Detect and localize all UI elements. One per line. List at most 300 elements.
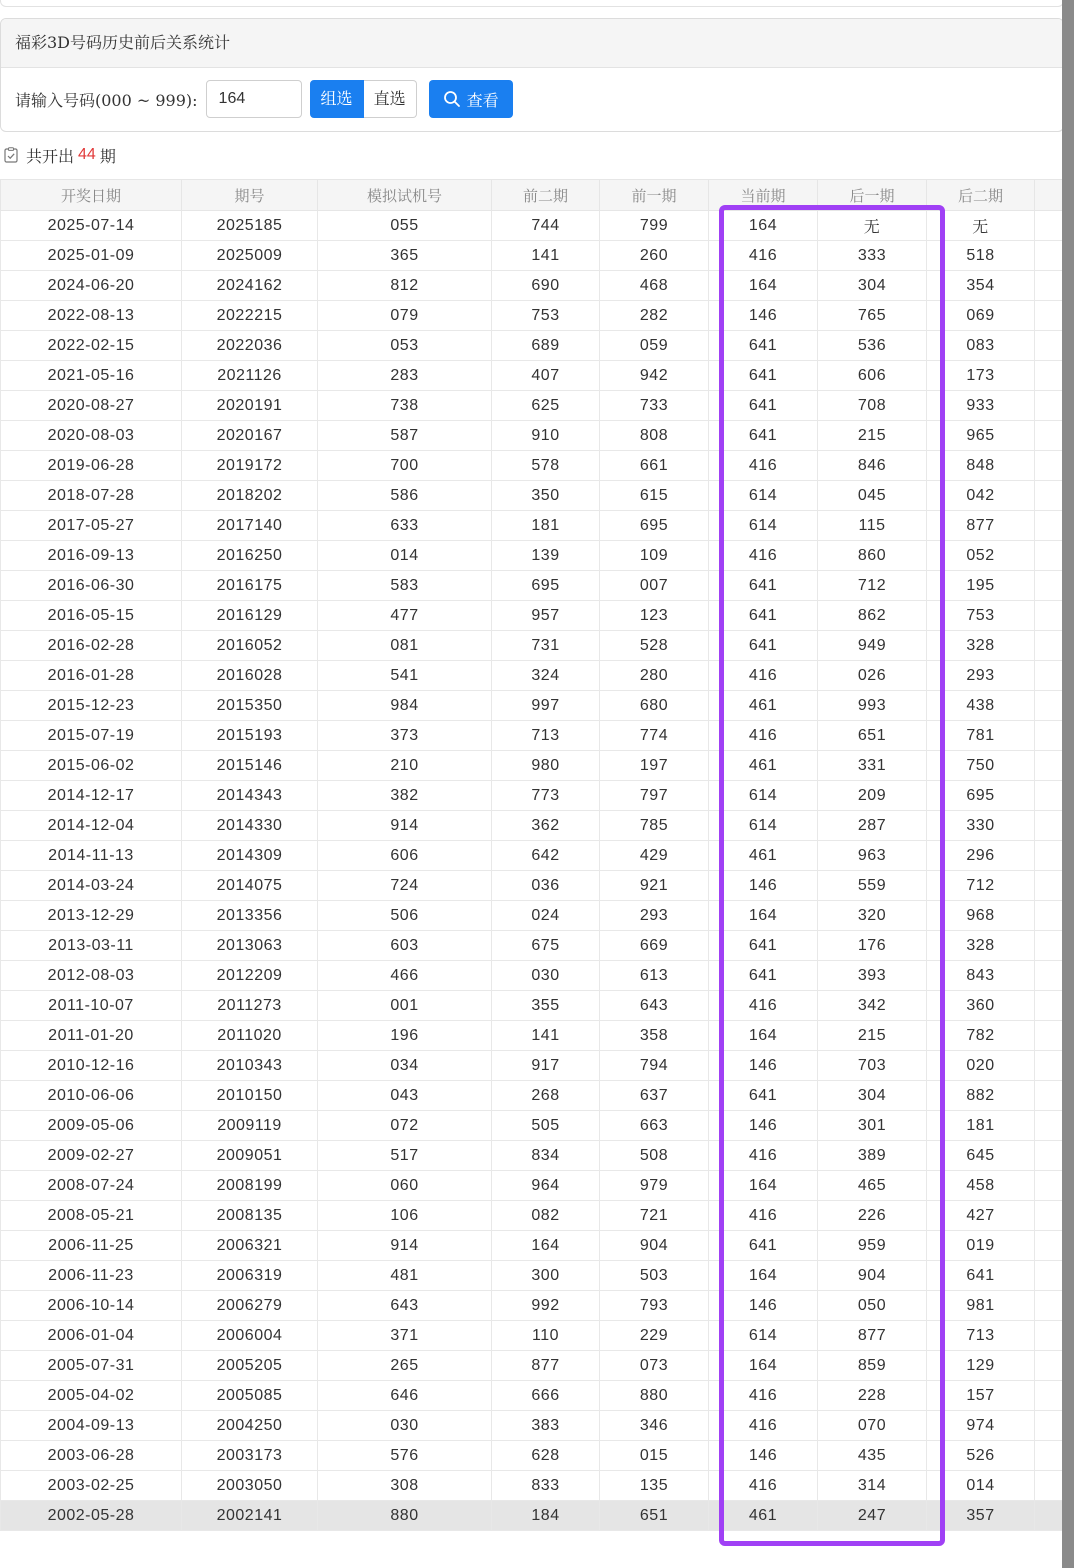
table-cell: 2015146 — [182, 751, 318, 781]
table-cell: 019 — [927, 1231, 1035, 1261]
table-cell: 643 — [600, 991, 709, 1021]
table-cell: 721 — [600, 1201, 709, 1231]
table-cell: 2015-12-23 — [1, 691, 182, 721]
table-cell: 712 — [927, 871, 1035, 901]
table-cell: 765 — [818, 301, 927, 331]
table-cell: 330 — [927, 811, 1035, 841]
query-form — [15, 79, 513, 119]
table-cell: 2024162 — [182, 271, 318, 301]
table-row — [1, 601, 1063, 631]
table-cell: 135 — [600, 1471, 709, 1501]
table-cell: 781 — [927, 721, 1035, 751]
table-cell: 614 — [709, 811, 818, 841]
table-cell: 333 — [818, 241, 927, 271]
table-cell: 283 — [318, 361, 492, 391]
table-cell: 2013063 — [182, 931, 318, 961]
table-cell: 416 — [709, 241, 818, 271]
table-cell: 282 — [600, 301, 709, 331]
table-cell: 614 — [709, 481, 818, 511]
header-next2[interactable]: 后二期 — [927, 180, 1035, 211]
table-cell: 2025-01-09 — [1, 241, 182, 271]
mode-toggle — [310, 80, 417, 118]
table-cell: 350 — [492, 481, 600, 511]
row-spacer — [1035, 991, 1063, 1021]
table-row — [1, 1231, 1063, 1261]
table-cell: 2017-05-27 — [1, 511, 182, 541]
table-row — [1, 241, 1063, 271]
table-cell: 300 — [492, 1261, 600, 1291]
table-cell: 2014-12-17 — [1, 781, 182, 811]
table-cell: 862 — [818, 601, 927, 631]
table-cell: 559 — [818, 871, 927, 901]
row-spacer — [1035, 871, 1063, 901]
table-cell: 042 — [927, 481, 1035, 511]
table-cell: 123 — [600, 601, 709, 631]
table-cell: 184 — [492, 1501, 600, 1531]
table-cell: 2016175 — [182, 571, 318, 601]
table-cell: 481 — [318, 1261, 492, 1291]
table-cell: 164 — [709, 1261, 818, 1291]
table-cell: 641 — [927, 1261, 1035, 1291]
header-spacer — [1035, 180, 1063, 211]
table-cell: 2012209 — [182, 961, 318, 991]
table-cell: 2010150 — [182, 1081, 318, 1111]
table-cell: 587 — [318, 421, 492, 451]
table-cell: 389 — [818, 1141, 927, 1171]
table-cell: 2006-11-25 — [1, 1231, 182, 1261]
table-cell: 215 — [818, 421, 927, 451]
table-row — [1, 1171, 1063, 1201]
table-cell: 2008-07-24 — [1, 1171, 182, 1201]
table-cell: 146 — [709, 1111, 818, 1141]
table-cell: 603 — [318, 931, 492, 961]
table-cell: 613 — [600, 961, 709, 991]
table-cell: 880 — [318, 1501, 492, 1531]
table-cell: 146 — [709, 1441, 818, 1471]
history-table — [0, 179, 1063, 1531]
table-cell: 942 — [600, 361, 709, 391]
table-cell: 646 — [318, 1381, 492, 1411]
table-cell: 176 — [818, 931, 927, 961]
table-cell: 606 — [318, 841, 492, 871]
table-cell: 2006004 — [182, 1321, 318, 1351]
table-cell: 036 — [492, 871, 600, 901]
table-cell: 320 — [818, 901, 927, 931]
row-spacer — [1035, 331, 1063, 361]
table-cell: 2006319 — [182, 1261, 318, 1291]
table-cell: 615 — [600, 481, 709, 511]
table-row — [1, 721, 1063, 751]
panel-title: 福彩3D号码历史前后关系统计 — [1, 19, 1063, 68]
table-row — [1, 571, 1063, 601]
row-spacer — [1035, 511, 1063, 541]
table-cell: 109 — [600, 541, 709, 571]
table-cell: 181 — [492, 511, 600, 541]
page-scrollbar[interactable] — [1062, 0, 1074, 1568]
view-button[interactable] — [429, 80, 513, 118]
table-cell: 181 — [927, 1111, 1035, 1141]
table-cell: 268 — [492, 1081, 600, 1111]
table-cell: 793 — [600, 1291, 709, 1321]
table-cell: 2009-05-06 — [1, 1111, 182, 1141]
table-cell: 921 — [600, 871, 709, 901]
table-cell: 2005205 — [182, 1351, 318, 1381]
table-cell: 2011-10-07 — [1, 991, 182, 1021]
table-row — [1, 1321, 1063, 1351]
table-cell: 933 — [927, 391, 1035, 421]
table-cell: 848 — [927, 451, 1035, 481]
table-cell: 265 — [318, 1351, 492, 1381]
table-cell: 331 — [818, 751, 927, 781]
table-row — [1, 1501, 1063, 1531]
table-row — [1, 541, 1063, 571]
table-cell: 2009051 — [182, 1141, 318, 1171]
row-spacer — [1035, 601, 1063, 631]
table-cell: 2013-12-29 — [1, 901, 182, 931]
clipboard-check-icon — [4, 147, 18, 163]
table-cell: 260 — [600, 241, 709, 271]
table-row — [1, 301, 1063, 331]
table-cell: 2008-05-21 — [1, 1201, 182, 1231]
table-row — [1, 1351, 1063, 1381]
table-row — [1, 871, 1063, 901]
row-spacer — [1035, 421, 1063, 451]
table-cell: 536 — [818, 331, 927, 361]
table-cell: 2014330 — [182, 811, 318, 841]
table-cell: 663 — [600, 1111, 709, 1141]
table-cell: 503 — [600, 1261, 709, 1291]
table-cell: 689 — [492, 331, 600, 361]
table-row — [1, 331, 1063, 361]
table-cell: 643 — [318, 1291, 492, 1321]
table-cell: 055 — [318, 211, 492, 241]
table-cell: 2014-11-13 — [1, 841, 182, 871]
table-cell: 2006-01-04 — [1, 1321, 182, 1351]
table-cell: 072 — [318, 1111, 492, 1141]
table-row — [1, 1201, 1063, 1231]
row-spacer — [1035, 841, 1063, 871]
table-cell: 2005-07-31 — [1, 1351, 182, 1381]
table-cell: 2018202 — [182, 481, 318, 511]
row-spacer — [1035, 1231, 1063, 1261]
table-cell: 680 — [600, 691, 709, 721]
top-panel-edge — [0, 0, 1064, 7]
table-cell: 641 — [709, 571, 818, 601]
table-cell: 2006279 — [182, 1291, 318, 1321]
table-cell: 314 — [818, 1471, 927, 1501]
table-cell: 2016-01-28 — [1, 661, 182, 691]
row-spacer — [1035, 781, 1063, 811]
table-row — [1, 781, 1063, 811]
table-cell: 466 — [318, 961, 492, 991]
table-cell: 164 — [709, 271, 818, 301]
table-cell: 079 — [318, 301, 492, 331]
table-cell: 2014309 — [182, 841, 318, 871]
header-next1[interactable]: 后一期 — [818, 180, 927, 211]
table-cell: 641 — [709, 361, 818, 391]
table-row — [1, 931, 1063, 961]
table-cell: 773 — [492, 781, 600, 811]
row-spacer — [1035, 751, 1063, 781]
row-spacer — [1035, 901, 1063, 931]
table-cell: 2020-08-03 — [1, 421, 182, 451]
table-cell: 247 — [818, 1501, 927, 1531]
table-cell: 586 — [318, 481, 492, 511]
row-spacer — [1035, 691, 1063, 721]
table-cell: 416 — [709, 721, 818, 751]
table-cell: 416 — [709, 991, 818, 1021]
table-cell: 2014343 — [182, 781, 318, 811]
table-cell: 146 — [709, 871, 818, 901]
group-select-button[interactable]: 组选 — [310, 80, 364, 118]
table-cell: 738 — [318, 391, 492, 421]
table-cell: 2022215 — [182, 301, 318, 331]
table-row — [1, 1081, 1063, 1111]
table-cell: 407 — [492, 361, 600, 391]
header-issue[interactable]: 期号 — [182, 180, 318, 211]
table-cell: 034 — [318, 1051, 492, 1081]
table-cell: 914 — [318, 1231, 492, 1261]
table-row — [1, 751, 1063, 781]
table-cell: 965 — [927, 421, 1035, 451]
table-cell: 2004-09-13 — [1, 1411, 182, 1441]
row-spacer — [1035, 481, 1063, 511]
table-cell: 030 — [492, 961, 600, 991]
table-cell: 628 — [492, 1441, 600, 1471]
row-spacer — [1035, 1171, 1063, 1201]
table-cell: 695 — [927, 781, 1035, 811]
table-cell: 007 — [600, 571, 709, 601]
row-spacer — [1035, 271, 1063, 301]
header-date[interactable]: 开奖日期 — [1, 180, 182, 211]
search-icon — [443, 90, 461, 108]
table-cell: 069 — [927, 301, 1035, 331]
table-cell: 808 — [600, 421, 709, 451]
table-cell: 106 — [318, 1201, 492, 1231]
table-cell: 641 — [709, 421, 818, 451]
table-cell: 724 — [318, 871, 492, 901]
row-spacer — [1035, 301, 1063, 331]
table-cell: 997 — [492, 691, 600, 721]
table-cell: 651 — [818, 721, 927, 751]
summary-suffix: 期 — [99, 146, 116, 166]
table-cell: 708 — [818, 391, 927, 421]
table-cell: 438 — [927, 691, 1035, 721]
table-cell: 661 — [600, 451, 709, 481]
table-cell: 669 — [600, 931, 709, 961]
header-test-number[interactable]: 模拟试机号 — [318, 180, 492, 211]
table-cell: 324 — [492, 661, 600, 691]
table-cell: 880 — [600, 1381, 709, 1411]
table-cell: 541 — [318, 661, 492, 691]
row-spacer — [1035, 1111, 1063, 1141]
number-input[interactable] — [206, 80, 302, 118]
table-cell: 2012-08-03 — [1, 961, 182, 991]
table-cell: 014 — [927, 1471, 1035, 1501]
table-cell: 625 — [492, 391, 600, 421]
table-cell: 196 — [318, 1021, 492, 1051]
table-cell: 917 — [492, 1051, 600, 1081]
header-current[interactable]: 当前期 — [709, 180, 818, 211]
table-cell: 877 — [818, 1321, 927, 1351]
table-cell: 070 — [818, 1411, 927, 1441]
table-cell: 060 — [318, 1171, 492, 1201]
table-cell: 2021126 — [182, 361, 318, 391]
table-cell: 2016-06-30 — [1, 571, 182, 601]
table-row — [1, 1021, 1063, 1051]
table-cell: 744 — [492, 211, 600, 241]
table-row — [1, 1111, 1063, 1141]
table-cell: 164 — [709, 901, 818, 931]
table-cell: 416 — [709, 1141, 818, 1171]
row-spacer — [1035, 1471, 1063, 1501]
table-cell: 2021-05-16 — [1, 361, 182, 391]
table-cell: 703 — [818, 1051, 927, 1081]
table-cell: 980 — [492, 751, 600, 781]
table-cell: 695 — [600, 511, 709, 541]
table-cell: 833 — [492, 1471, 600, 1501]
table-cell: 083 — [927, 331, 1035, 361]
direct-select-button[interactable]: 直选 — [364, 80, 417, 118]
table-cell: 797 — [600, 781, 709, 811]
table-cell: 700 — [318, 451, 492, 481]
table-cell: 713 — [492, 721, 600, 751]
table-cell: 2006321 — [182, 1231, 318, 1261]
table-cell: 无 — [927, 211, 1035, 241]
table-cell: 458 — [927, 1171, 1035, 1201]
table-cell: 157 — [927, 1381, 1035, 1411]
row-spacer — [1035, 811, 1063, 841]
table-cell: 641 — [709, 631, 818, 661]
table-cell: 416 — [709, 451, 818, 481]
table-cell: 360 — [927, 991, 1035, 1021]
draw-count: 44 — [78, 146, 96, 163]
table-cell: 2015-07-19 — [1, 721, 182, 751]
table-cell: 641 — [709, 931, 818, 961]
table-cell: 799 — [600, 211, 709, 241]
table-cell: 782 — [927, 1021, 1035, 1051]
table-cell: 526 — [927, 1441, 1035, 1471]
table-cell: 2016129 — [182, 601, 318, 631]
table-cell: 882 — [927, 1081, 1035, 1111]
table-cell: 2025009 — [182, 241, 318, 271]
table-row — [1, 361, 1063, 391]
table-cell: 695 — [492, 571, 600, 601]
table-cell: 195 — [927, 571, 1035, 601]
table-cell: 2002141 — [182, 1501, 318, 1531]
table-cell: 2006-11-23 — [1, 1261, 182, 1291]
table-cell: 505 — [492, 1111, 600, 1141]
table-cell: 050 — [818, 1291, 927, 1321]
table-cell: 843 — [927, 961, 1035, 991]
table-cell: 2004250 — [182, 1411, 318, 1441]
table-cell: 957 — [492, 601, 600, 631]
table-cell: 2016052 — [182, 631, 318, 661]
table-cell: 750 — [927, 751, 1035, 781]
table-cell: 296 — [927, 841, 1035, 871]
table-cell: 383 — [492, 1411, 600, 1441]
row-spacer — [1035, 1501, 1063, 1531]
table-cell: 968 — [927, 901, 1035, 931]
table-cell: 959 — [818, 1231, 927, 1261]
table-cell: 2024-06-20 — [1, 271, 182, 301]
table-cell: 2003-06-28 — [1, 1441, 182, 1471]
table-cell: 2010343 — [182, 1051, 318, 1081]
table-cell: 164 — [709, 211, 818, 241]
table-cell: 026 — [818, 661, 927, 691]
table-cell: 733 — [600, 391, 709, 421]
table-cell: 2022036 — [182, 331, 318, 361]
table-cell: 141 — [492, 1021, 600, 1051]
table-cell: 794 — [600, 1051, 709, 1081]
table-row — [1, 451, 1063, 481]
table-row — [1, 631, 1063, 661]
table-cell: 228 — [818, 1381, 927, 1411]
table-cell: 859 — [818, 1351, 927, 1381]
table-row — [1, 1411, 1063, 1441]
table-cell: 164 — [492, 1231, 600, 1261]
table-cell: 210 — [318, 751, 492, 781]
table-cell: 468 — [600, 271, 709, 301]
row-spacer — [1035, 631, 1063, 661]
table-cell: 904 — [818, 1261, 927, 1291]
table-cell: 2015-06-02 — [1, 751, 182, 781]
table-cell: 461 — [709, 751, 818, 781]
table-row — [1, 961, 1063, 991]
table-cell: 576 — [318, 1441, 492, 1471]
table-header-row — [1, 180, 1063, 211]
table-cell: 365 — [318, 241, 492, 271]
table-cell: 860 — [818, 541, 927, 571]
table-cell: 045 — [818, 481, 927, 511]
table-cell: 641 — [709, 1081, 818, 1111]
table-cell: 215 — [818, 1021, 927, 1051]
row-spacer — [1035, 1351, 1063, 1381]
table-cell: 2008135 — [182, 1201, 318, 1231]
table-cell: 2006-10-14 — [1, 1291, 182, 1321]
row-spacer — [1035, 1021, 1063, 1051]
table-cell: 304 — [818, 1081, 927, 1111]
table-cell: 082 — [492, 1201, 600, 1231]
row-spacer — [1035, 1261, 1063, 1291]
table-cell: 2013-03-11 — [1, 931, 182, 961]
table-cell: 015 — [600, 1441, 709, 1471]
row-spacer — [1035, 571, 1063, 601]
table-cell: 342 — [818, 991, 927, 1021]
row-spacer — [1035, 1051, 1063, 1081]
table-cell: 328 — [927, 931, 1035, 961]
table-cell: 2014-03-24 — [1, 871, 182, 901]
table-cell: 416 — [709, 1381, 818, 1411]
table-row — [1, 211, 1063, 241]
header-prev2[interactable]: 前二期 — [492, 180, 600, 211]
result-summary — [4, 142, 116, 168]
table-cell: 030 — [318, 1411, 492, 1441]
table-cell: 774 — [600, 721, 709, 751]
table-cell: 164 — [709, 1351, 818, 1381]
table-row — [1, 1051, 1063, 1081]
header-prev1[interactable]: 前一期 — [600, 180, 709, 211]
table-cell: 731 — [492, 631, 600, 661]
table-cell: 146 — [709, 301, 818, 331]
table-body — [1, 211, 1063, 1531]
table-cell: 2005085 — [182, 1381, 318, 1411]
table-cell: 641 — [709, 601, 818, 631]
table-cell: 304 — [818, 271, 927, 301]
table-cell: 2005-04-02 — [1, 1381, 182, 1411]
table-cell: 666 — [492, 1381, 600, 1411]
table-cell: 328 — [927, 631, 1035, 661]
